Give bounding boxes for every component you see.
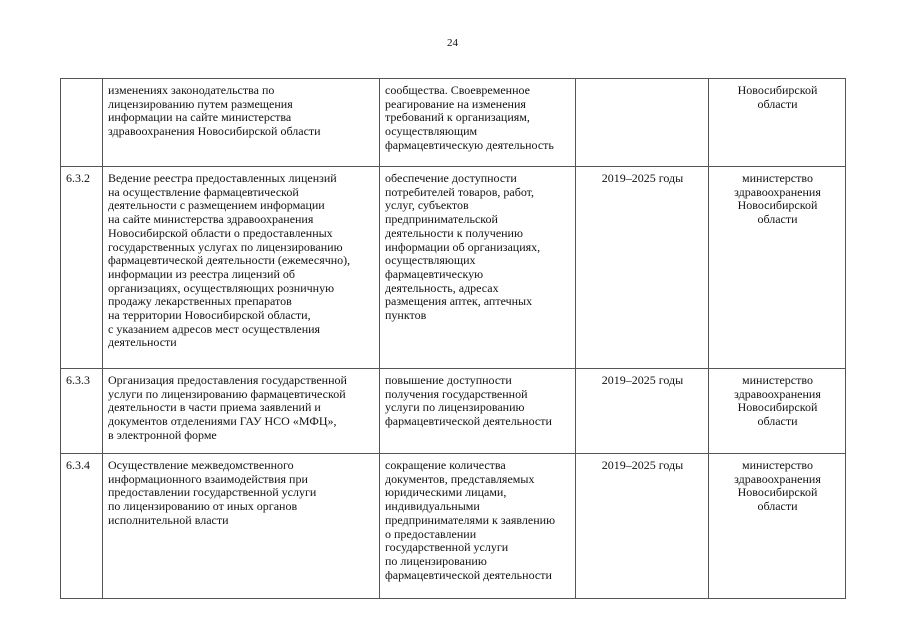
term-cell: 2019–2025 годы	[576, 167, 709, 369]
result-cell: обеспечение доступности потребителей товаров, работ, услуг, субъектов предпринимательской деятельности к получению информации об организациях, осуществляющих фармацевтическую деятельность, адресах размещения аптек, аптечных пунктов	[380, 167, 576, 369]
measures-table	[60, 78, 846, 599]
result-cell: повышение доступности получения государственной услуги по лицензированию фармацевтической деятельности	[380, 369, 576, 454]
activity-cell: Ведение реестра предоставленных лицензий на осуществление фармацевтической деятельности с размещением информации на сайте министерства здравоохранения Новосибирской области о предоставленных государственных услугах по лицензированию фармацевтической деятельности (ежемесячно), информации из реестра лицензий об организациях, осуществляющих розничную продажу лекарственных препаратов на территории Новосибирской области, с указанием адресов мест осуществления деятельности	[103, 167, 380, 369]
table-row	[61, 79, 846, 167]
page-number: 24	[447, 37, 458, 49]
executor-cell: Новосибирской области	[709, 79, 846, 167]
result-cell: сообщества. Своевременное реагирование на изменения требований к организациям, осуществляющим фармацевтическую деятельность	[380, 79, 576, 167]
activity-cell: Организация предоставления государственной услуги по лицензированию фармацевтической деятельности в части приема заявлений и документов отделениями ГАУ НСО «МФЦ», в электронной форме	[103, 369, 380, 454]
activity-cell: Осуществление межведомственного информационного взаимодействия при предоставлении государственной услуги по лицензированию от иных органов исполнительной власти	[103, 454, 380, 599]
table-row	[61, 454, 846, 599]
executor-cell: министерство здравоохранения Новосибирской области	[709, 454, 846, 599]
row-number-cell: 6.3.2	[61, 167, 103, 369]
result-cell: сокращение количества документов, представляемых юридическими лицами, индивидуальными предпринимателями к заявлению о предоставлении государственной услуги по лицензированию фармацевтической деятельности	[380, 454, 576, 599]
table-row	[61, 369, 846, 454]
term-cell	[576, 79, 709, 167]
table-row	[61, 167, 846, 369]
executor-cell: министерство здравоохранения Новосибирской области	[709, 369, 846, 454]
activity-cell: изменениях законодательства по лицензированию путем размещения информации на сайте министерства здравоохранения Новосибирской области	[103, 79, 380, 167]
term-cell: 2019–2025 годы	[576, 369, 709, 454]
executor-cell: министерство здравоохранения Новосибирской области	[709, 167, 846, 369]
row-number-cell: 6.3.4	[61, 454, 103, 599]
term-cell: 2019–2025 годы	[576, 454, 709, 599]
row-number-cell: 6.3.3	[61, 369, 103, 454]
row-number-cell	[61, 79, 103, 167]
